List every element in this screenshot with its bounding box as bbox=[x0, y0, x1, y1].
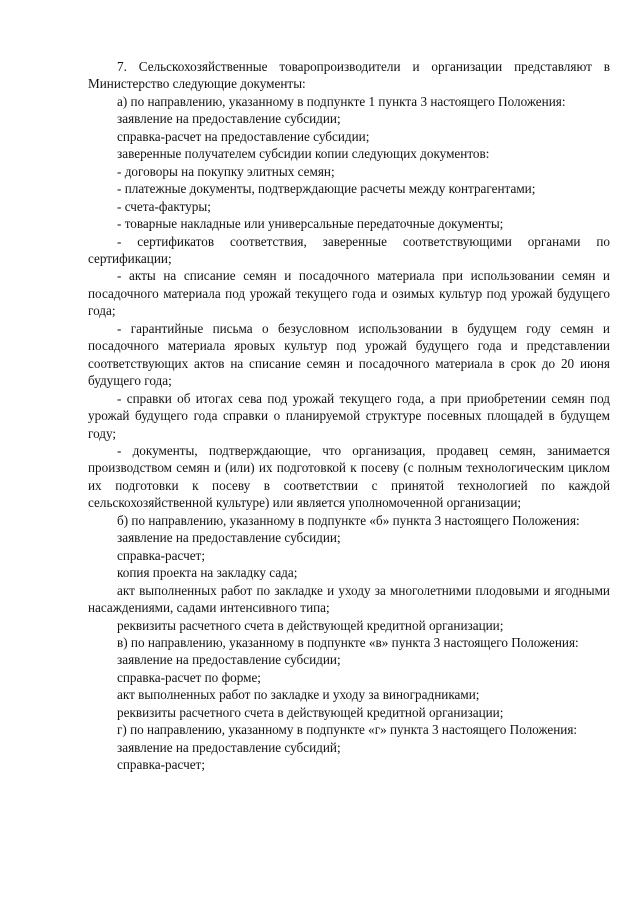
list-item: заявление на предоставление субсидий; bbox=[117, 739, 341, 755]
list-item: - счета-фактуры; bbox=[117, 198, 211, 214]
list-item: справка-расчет; bbox=[117, 757, 205, 773]
list-item: заявление на предоставление субсидии; bbox=[117, 111, 341, 127]
list-item: справка-расчет; bbox=[117, 547, 205, 563]
list-item: заявление на предоставление субсидии; bbox=[117, 652, 341, 668]
list-item: реквизиты расчетного счета в действующей кредитной организации; bbox=[117, 617, 504, 633]
subitem-b-heading: б) по направлению, указанному в подпункте «б» пункта 3 настоящего Положения: bbox=[117, 512, 580, 528]
list-item: справка-расчет на предоставление субсидии; bbox=[117, 128, 370, 144]
list-item: акт выполненных работ по закладке и уходу за виноградниками; bbox=[117, 687, 480, 703]
subitem-a-heading: а) по направлению, указанному в подпункте 1 пункта 3 настоящего Положения: bbox=[117, 93, 566, 109]
list-item: - справки об итогах сева под урожай текущего года, а при приобретении семян под урожай будущего года справки о планируемой структуре посевных площадей в будущем году; bbox=[88, 390, 610, 441]
list-item: справка-расчет по форме; bbox=[117, 669, 261, 685]
list-item: - сертификатов соответствия, заверенные соответствующими органами по сертификации; bbox=[88, 233, 610, 266]
document-body bbox=[88, 58, 610, 774]
list-item: - товарные накладные или универсальные передаточные документы; bbox=[117, 216, 504, 232]
list-item: - акты на списание семян и посадочного материала при использовании семян и посадочного материала под урожай текущего года и озимых культур под урожай будущего года; bbox=[88, 268, 610, 319]
subitem-g-heading: г) по направлению, указанному в подпункте «г» пункта 3 настоящего Положения: bbox=[117, 722, 578, 738]
list-item: заверенные получателем субсидии копии следующих документов: bbox=[117, 146, 490, 162]
list-item: реквизиты расчетного счета в действующей кредитной организации; bbox=[117, 704, 504, 720]
list-item: - гарантийные письма о безусловном использовании в будущем году семян и посадочного материала яровых культур под урожай будущего года и представлении соответствующих актов на списание семян и посадочного материала в срок до 20 июня будущего года; bbox=[88, 320, 610, 389]
list-item: - документы, подтверждающие, что организация, продавец семян, занимается производством семян и (или) их подготовкой к посеву (с полным технологическим циклом их подготовки к посеву в соответствии с принятой технологией по каждой сельскохозяйственной культуре) или является уполномоченной организации; bbox=[88, 442, 610, 511]
list-item: заявление на предоставление субсидии; bbox=[117, 530, 341, 546]
list-item: копия проекта на закладку сада; bbox=[117, 565, 298, 581]
paragraph-item-7: 7. Сельскохозяйственные товаропроизводители и организации представляют в Министерство следующие документы: bbox=[88, 59, 610, 92]
subitem-v-heading: в) по направлению, указанному в подпункте «в» пункта 3 настоящего Положения: bbox=[117, 634, 579, 650]
list-item: - платежные документы, подтверждающие расчеты между контрагентами; bbox=[117, 181, 536, 197]
list-item: акт выполненных работ по закладке и уходу за многолетними плодовыми и ягодными насаждениями, садами интенсивного типа; bbox=[88, 582, 610, 616]
list-item: - договоры на покупку элитных семян; bbox=[117, 163, 335, 179]
